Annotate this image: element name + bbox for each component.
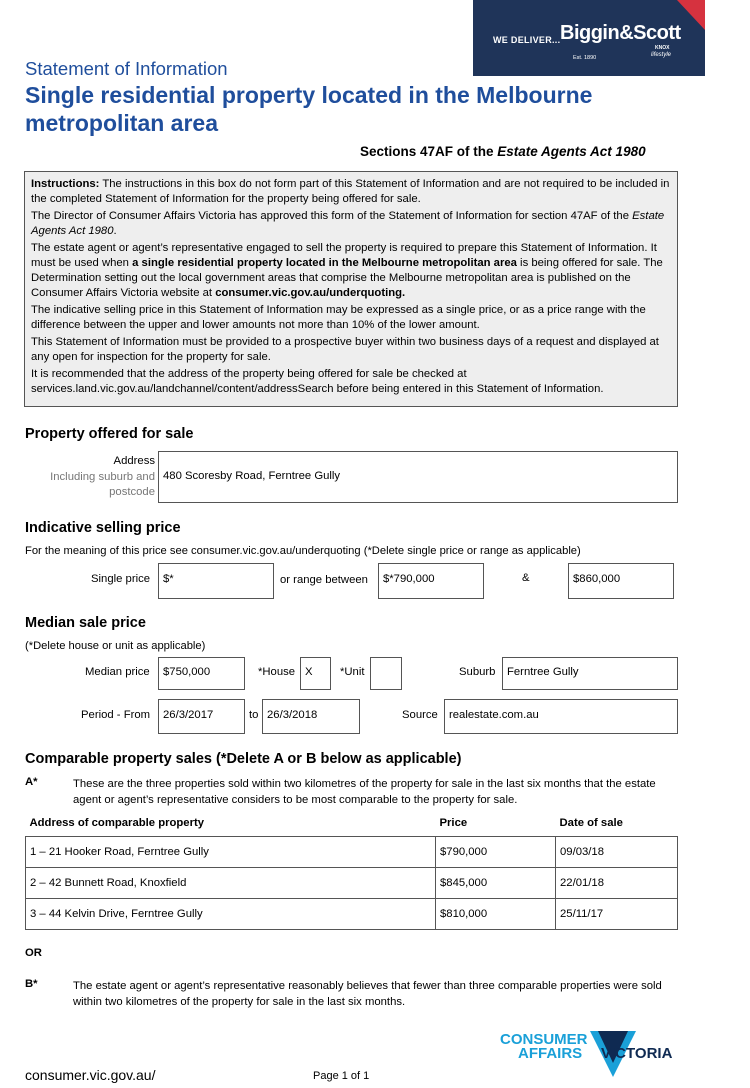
row-price[interactable]: $790,000 [436, 837, 556, 868]
price-note: For the meaning of this price see consumer.vic.gov.au/underquoting (*Delete single price or range as applicable) [25, 545, 581, 557]
logo-brand: Biggin&Scott [560, 22, 681, 44]
median-price-label: Median price [85, 666, 150, 678]
table-row [26, 899, 678, 930]
row-date[interactable]: 22/01/18 [556, 868, 678, 899]
instructions-p3-b: is being offered for sale. The Determination setting out the local government areas that comprise the Melbourne metropolitan area is published on the Consumer Affairs Victoria website at [31, 257, 663, 299]
row-price[interactable]: $845,000 [436, 868, 556, 899]
table-row [26, 837, 678, 868]
instructions-p5: This Statement of Information must be provided to a prospective buyer within two business days of a request and displayed at any open for inspection for the property for sale. [31, 336, 659, 363]
range-low-field[interactable]: $*790,000 [378, 563, 484, 599]
row-price[interactable]: $810,000 [436, 899, 556, 930]
cav-victoria: VICTORIA [601, 1045, 673, 1062]
cav-line2: AFFAIRS [518, 1045, 583, 1062]
option-a-label: A* [25, 776, 38, 788]
median-note: (*Delete house or unit as applicable) [25, 640, 206, 652]
period-to-label: to [249, 709, 259, 721]
row-address[interactable]: 2 – 42 Bunnett Road, Knoxfield [26, 868, 436, 899]
suburb-label: Suburb [459, 666, 496, 678]
house-label: *House [258, 666, 296, 678]
source-field[interactable]: realestate.com.au [444, 699, 678, 734]
logo-est: Est. 1890 [573, 55, 597, 61]
unit-checkbox[interactable] [370, 657, 402, 690]
house-checkbox[interactable]: X [300, 657, 331, 690]
instructions-label: Instructions: [31, 178, 100, 190]
address-label: Address [113, 455, 155, 467]
period-from-field[interactable]: 26/3/2017 [158, 699, 245, 734]
col-address: Address of comparable property [29, 817, 205, 829]
instructions-p6: It is recommended that the address of the property being offered for sale be checked at services.land.vic.gov.au/landchannel/content/addressSearch before being entered in this Statement of Information. [31, 368, 604, 395]
sections-prefix: Sections 47AF of the [360, 144, 498, 159]
logo-flag-icon [677, 0, 705, 30]
table-row [26, 868, 678, 899]
property-heading: Property offered for sale [25, 426, 194, 442]
median-heading: Median sale price [25, 615, 146, 631]
instructions-p2-end: . [113, 225, 117, 237]
comparable-table [25, 816, 678, 930]
cav-line1: CONSUMER [500, 1031, 588, 1048]
row-address[interactable]: 3 – 44 Kelvin Drive, Ferntree Gully [26, 899, 436, 930]
source-label: Source [402, 709, 438, 721]
row-address[interactable]: 1 – 21 Hooker Road, Ferntree Gully [26, 837, 436, 868]
range-ampersand: & [522, 572, 530, 584]
logo-sub: KNOX [655, 45, 670, 51]
unit-label: *Unit [340, 666, 365, 678]
logo-lifestyle: lifestyle [651, 52, 672, 58]
option-b-label: B* [25, 978, 38, 990]
logo-tagline: WE DELIVER... [493, 35, 561, 45]
range-high-field[interactable]: $860,000 [568, 563, 674, 599]
comparable-heading: Comparable property sales (*Delete A or B below as applicable) [25, 751, 462, 767]
instructions-p3-bold: a single residential property located in the Melbourne metropolitan area [132, 257, 517, 269]
single-price-field[interactable]: $* [158, 563, 274, 599]
address-label-group [30, 454, 155, 501]
page-number: Page 1 of 1 [313, 1070, 370, 1082]
price-heading: Indicative selling price [25, 520, 181, 536]
instructions-box [24, 171, 678, 407]
address-field[interactable]: 480 Scoresby Road, Ferntree Gully [158, 451, 678, 503]
instructions-p1 [31, 177, 671, 207]
address-sublabel-1: Including suburb and [50, 470, 155, 483]
option-b-text: The estate agent or agent’s representative reasonably believes that fewer than three comparable properties were sold within two kilometres of the property for sale in the last six months. [73, 980, 662, 1008]
instructions-p3 [31, 241, 671, 301]
col-date: Date of sale [559, 817, 623, 829]
underquoting-link[interactable]: consumer.vic.gov.au/underquoting. [215, 287, 406, 299]
range-label: or range between [280, 574, 368, 586]
single-price-label: Single price [91, 573, 151, 585]
page-title: Single residential property located in the Melbourne metropolitan area [25, 82, 593, 136]
option-a-text: These are the three properties sold within two kilometres of the property for sale in the last six months that the estate agent or agent’s representative considers to be most comparable to the property for sale. [73, 778, 656, 806]
instructions-p2-text: The Director of Consumer Affairs Victoria has approved this form of the Statement of Information for section 47AF of the [31, 210, 633, 222]
biggin-scott-logo [473, 0, 705, 76]
statement-label: Statement of Information [25, 58, 228, 79]
row-date[interactable]: 09/03/18 [556, 837, 678, 868]
footer-site[interactable]: consumer.vic.gov.au/ [25, 1067, 156, 1083]
instructions-p2-act: Estate Agents Act 1980 [31, 210, 665, 237]
comparable-table-header [26, 816, 678, 837]
median-price-field[interactable]: $750,000 [158, 657, 245, 690]
sections-act: Estate Agents Act 1980 [497, 144, 646, 159]
period-from-label: Period - From [81, 709, 151, 721]
instructions-p1-text: The instructions in this box do not form part of this Statement of Information and are not required to be included in the completed Statement of Information for the property being offered for sale. [31, 178, 670, 205]
sections-reference [360, 144, 646, 159]
consumer-affairs-victoria-logo [498, 1029, 680, 1081]
address-sublabel-2: postcode [109, 486, 155, 498]
row-date[interactable]: 25/11/17 [556, 899, 678, 930]
or-separator: OR [25, 947, 42, 959]
instructions-p2 [31, 209, 671, 239]
instructions-p4: The indicative selling price in this Statement of Information may be expressed as a single price, or as a price range with the difference between the upper and lower amounts not more than 10% of the lower amount. [31, 304, 646, 331]
suburb-field[interactable]: Ferntree Gully [502, 657, 678, 690]
col-price: Price [439, 817, 468, 829]
instructions-p3-a: The estate agent or agent’s representative engaged to sell the property is required to prepare this Statement of Information. It must be used when [31, 242, 657, 269]
period-to-field[interactable]: 26/3/2018 [262, 699, 360, 734]
